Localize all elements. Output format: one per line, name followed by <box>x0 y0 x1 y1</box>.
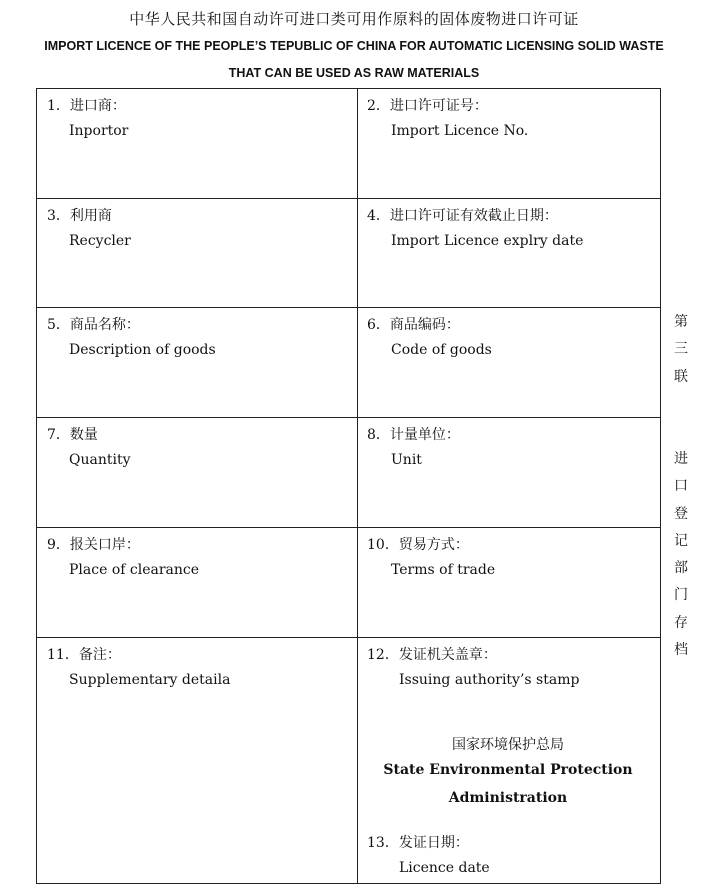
issuing-authority-name-cn: 国家环境保护总局 <box>452 737 564 753</box>
form-title-english-line2: THAT CAN BE USED AS RAW MATERIALS <box>228 66 480 80</box>
side-label-copy-number: 第 三 联 <box>674 314 688 385</box>
field-label-en: Place of clearance <box>69 562 200 578</box>
field-recycler[interactable] <box>37 199 357 307</box>
field-code-of-goods[interactable] <box>358 308 660 417</box>
field-licence-date-label-cn: 13．发证日期： <box>367 835 469 851</box>
field-label-en: Quantity <box>69 452 131 468</box>
field-label-cn: 1．进口商： <box>47 98 126 114</box>
field-label-cn: 5．商品名称： <box>47 317 140 333</box>
field-label-cn: 4．进口许可证有效截止日期： <box>367 208 558 224</box>
field-terms-of-trade[interactable] <box>358 528 660 637</box>
field-label-en: Import Licence No. <box>391 123 529 139</box>
field-licence-date-label-en: Licence date <box>399 860 490 876</box>
field-label-en: Code of goods <box>391 342 492 358</box>
field-licence-expiry-date[interactable] <box>358 199 660 307</box>
field-description-of-goods[interactable] <box>37 308 357 417</box>
field-label-cn: 3．利用商 <box>47 208 112 224</box>
field-label-cn: 8．计量单位： <box>367 427 460 443</box>
field-label-cn: 10．贸易方式： <box>367 537 469 553</box>
licence-form-grid <box>36 88 661 884</box>
field-label-en: Unit <box>391 452 422 468</box>
side-label-archive-note: 进 口 登 记 部 门 存 档 <box>674 451 688 659</box>
field-label-cn: 6．商品编码： <box>367 317 460 333</box>
field-label-en: Import Licence explry date <box>391 233 584 249</box>
field-place-of-clearance[interactable] <box>37 528 357 637</box>
issuing-authority-name-en-line1: State Environmental Protection <box>383 762 633 778</box>
field-label-en: Issuing authority’s stamp <box>399 672 580 688</box>
field-label-en: Supplementary detaila <box>69 672 231 688</box>
field-issuing-authority-stamp[interactable] <box>358 638 660 883</box>
field-label-en: Description of goods <box>69 342 216 358</box>
field-label-en: Terms of trade <box>391 562 496 578</box>
issuing-authority-name-en-line2: Administration <box>448 790 568 806</box>
field-quantity[interactable] <box>37 418 357 527</box>
field-label-cn: 11．备注： <box>47 647 121 663</box>
field-supplementary-details[interactable] <box>37 638 357 883</box>
field-import-licence-no[interactable] <box>358 89 660 198</box>
field-label-cn: 2．进口许可证号： <box>367 98 488 114</box>
field-label-cn: 7．数量 <box>47 427 98 443</box>
field-importer[interactable] <box>37 89 357 198</box>
field-unit[interactable] <box>358 418 660 527</box>
field-label-cn: 12．发证机关盖章： <box>367 647 497 663</box>
field-label-en: Inportor <box>69 123 129 139</box>
form-title-english-line1: IMPORT LICENCE OF THE PEOPLE’S TEPUBLIC OF CHINA FOR AUTOMATIC LICENSING SOLID WASTE <box>44 39 664 53</box>
field-label-cn: 9．报关口岸： <box>47 537 140 553</box>
form-title-chinese: 中华人民共和国自动许可进口类可用作原料的固体废物进口许可证 <box>129 10 579 28</box>
field-label-en: Recycler <box>69 233 131 249</box>
